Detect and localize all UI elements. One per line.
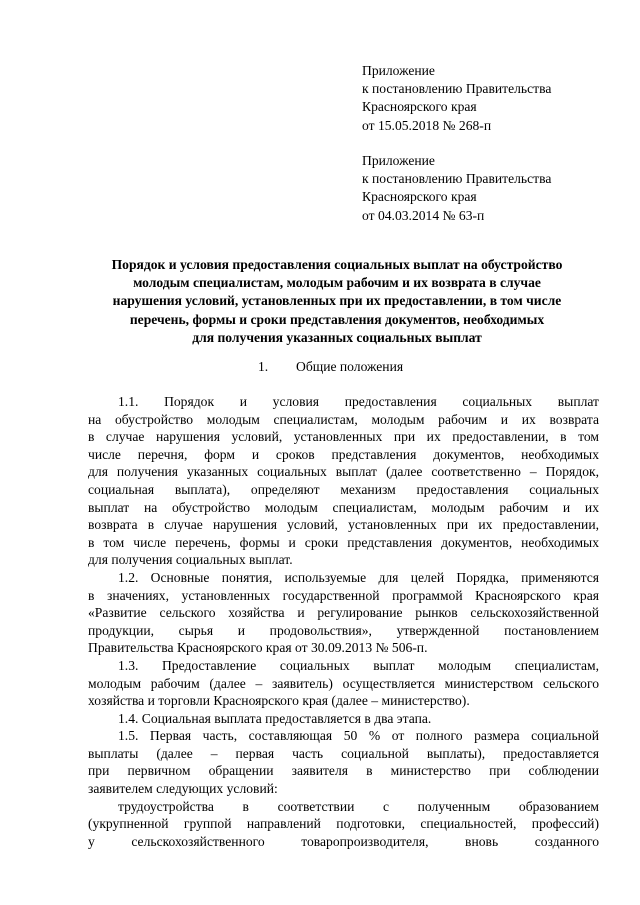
document-title bbox=[72, 256, 602, 347]
paragraph bbox=[88, 393, 599, 569]
section-heading bbox=[258, 358, 403, 376]
section-title: Общие положения bbox=[296, 359, 404, 374]
title-line: перечень, формы и сроки представления документов, необходимых bbox=[129, 311, 545, 327]
paragraph-line: «Развитие сельского хозяйства и регулирование рынков сельскохозяйственной bbox=[88, 605, 599, 621]
section-number: 1. bbox=[258, 359, 269, 374]
paragraph-line: 1.5. Первая часть, составляющая 50 % от полного размера социальной bbox=[118, 728, 599, 744]
paragraph-line: Правительства Красноярского края от 30.09.2013 № 506-п. bbox=[88, 640, 428, 656]
paragraph-line: 1.2. Основные понятия, используемые для целей Порядка, применяются bbox=[118, 569, 599, 585]
paragraph-line: хозяйства и торговли Красноярского края (далее – министерство). bbox=[88, 693, 470, 709]
paragraph-line: 1.3. Предоставление социальных выплат молодым специалистам, bbox=[118, 657, 599, 673]
paragraph-line: на обустройство молодым специалистам, молодым рабочим и их возврата bbox=[88, 411, 599, 427]
paragraph-line: трудоустройства в соответствии с полученным образованием bbox=[118, 798, 599, 814]
appendix-line: Приложение bbox=[362, 63, 435, 78]
title-line: молодым специалистам, молодым рабочим и их возврата в случае bbox=[133, 275, 541, 291]
appendix-block-current bbox=[362, 62, 632, 135]
paragraph-line: при первичном обращении заявителя в министерство при соблюдении bbox=[88, 763, 599, 779]
appendix-block-original bbox=[362, 152, 632, 225]
paragraph-line: 1.1. Порядок и условия предоставления социальных выплат bbox=[118, 394, 599, 409]
paragraph bbox=[88, 798, 599, 851]
title-line: Порядок и условия предоставления социальных выплат на обустройство bbox=[111, 257, 563, 272]
appendix-line: от 04.03.2014 № 63-п bbox=[362, 207, 485, 223]
paragraph-line: социальная выплата), определяют механизм предоставления социальных bbox=[88, 481, 599, 497]
document-body bbox=[88, 393, 599, 850]
paragraph bbox=[88, 657, 599, 710]
paragraph-line: 1.4. Социальная выплата предоставляется в два этапа. bbox=[118, 710, 432, 726]
paragraph-line: (укрупненной группой направлений подготовки, специальностей, профессий) bbox=[88, 816, 599, 832]
paragraph-line: заявителем следующих условий: bbox=[88, 781, 278, 797]
appendix-line: от 15.05.2018 № 268-п bbox=[362, 117, 492, 133]
paragraph-line: выплаты (далее – первая часть социальной выплаты), предоставляется bbox=[88, 745, 599, 761]
paragraph-line: в значениях, установленных государственной программой Красноярского края bbox=[88, 587, 599, 603]
appendix-line: к постановлению Правительства bbox=[362, 81, 552, 97]
title-line: для получения указанных социальных выплат bbox=[192, 329, 482, 345]
paragraph-line: возврата в случае нарушения условий, установленных при их предоставлении, bbox=[88, 517, 599, 533]
paragraph-line: числе перечня, форм и сроков представления документов, необходимых bbox=[88, 446, 599, 462]
paragraph-line: для получения социальных выплат. bbox=[88, 552, 293, 568]
paragraph-line: молодым рабочим (далее – заявитель) осуществляется министерством сельского bbox=[88, 675, 599, 691]
paragraph-line: продукции, сырья и продовольствия», утвержденной постановлением bbox=[88, 622, 599, 638]
appendix-line: Приложение bbox=[362, 153, 435, 168]
paragraph-line: для получения указанных социальных выплат (далее соответственно – Порядок, bbox=[88, 464, 599, 480]
paragraph-line: в том числе перечень, формы и сроки представления документов, необходимых bbox=[88, 534, 599, 550]
paragraph-line: выплат на обустройство молодым специалистам, молодым рабочим и их bbox=[88, 499, 599, 515]
paragraph bbox=[88, 727, 599, 797]
paragraph-line: у сельскохозяйственного товаропроизводителя, вновь созданного bbox=[88, 833, 599, 849]
title-line: нарушения условий, установленных при их предоставлении, в том числе bbox=[112, 293, 562, 309]
appendix-line: Красноярского края bbox=[362, 99, 477, 115]
paragraph-line: в случае нарушения условий, установленных при их предоставлении, в том bbox=[88, 429, 599, 445]
appendix-line: Красноярского края bbox=[362, 189, 477, 205]
paragraph bbox=[88, 710, 599, 728]
paragraph bbox=[88, 569, 599, 657]
appendix-line: к постановлению Правительства bbox=[362, 171, 552, 187]
